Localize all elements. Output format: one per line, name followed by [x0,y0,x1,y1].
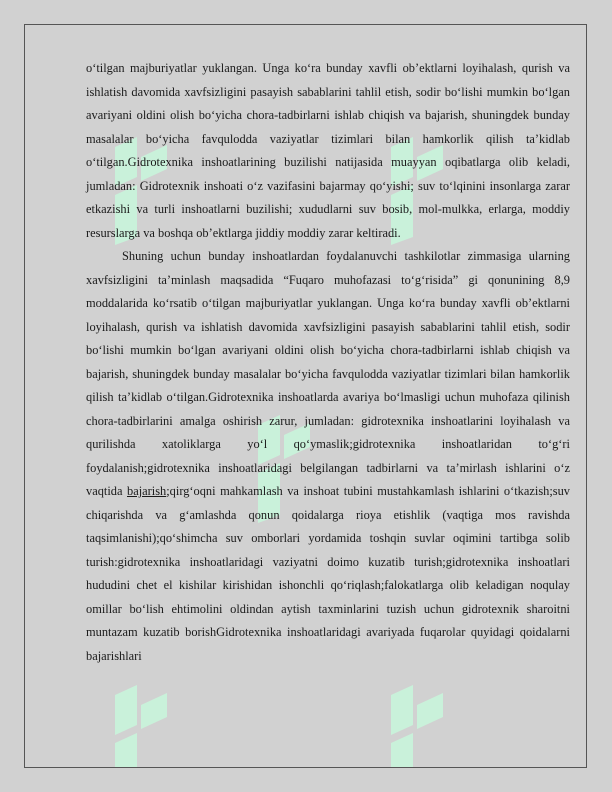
paragraph-2-text-end: ;qirg‘oqni mahkamlash va inshoat tubini mustahkamlash ishlarini o‘tkazish;suv chiqarishda va g‘amlashda qonun qoidalarga rioya etishlik (vaqtiga mos ravishda taqsimlanishi);qo‘shimcha suv omborlari yordamida toshqin suvlar oqimini tartibga solib turish:gidrotexnika inshoatlaridagi vaziyatni doimo kuzatib turish;gidrotexnika inshoatlari hududini chet el kishilar kirishidan ishonchli qo‘riqlash;falokatlarga olib keladigan noqulay omillar bo‘lish ehtimolini oldindan aytish taxminlarini tuzish uchun gidrotexnik sharoitni muntazam kuzatib borishGidrotexnika inshoatlaridagi avariyada fuqarolar quyidagi qoidalarni bajarishlari [86,484,570,663]
document-body [86,57,570,668]
paragraph-1: o‘tilgan majburiyatlar yuklangan. Unga ko‘ra bunday xavfli ob’ektlarni loyihalash, qurish va ishlatish davomida xavfsizligini pasayish sabablarini tahlil etish, sodir bo‘lishi mumkin bo‘lgan avariyani oldini olish bo‘yicha chora-tadbirlarni ishlab chiqish va bajarish, shuningdek bunday masalalar bo‘yicha favqulodda vaziyatlar tizimlari bilan hamkorlik qilish ta’kidlab o‘tilgan.Gidrotexnika inshoatlarining buzilishi natijasida muayyan oqibatlarga olib keladi, jumladan: Gidrotexnik inshoati o‘z vazifasini bajarmay qo‘yishi; suv to‘lqinini insonlarga zarar etkazishi va turli inshoatlarni buzilishi; xududlarni suv bosib, mol-mulkka, erlarga, moddiy resurslarga va boshqa ob’ektlarga jiddiy moddiy zarar keltiradi. [86,61,570,240]
document-page [24,24,587,768]
paragraph-2-text-start: Shuning uchun bunday inshoatlardan foydalanuvchi tashkilotlar zimmasiga ularning xavfsizligini ta’minlash maqsadida “Fuqaro muhofazasi to‘g‘risida” gi qonunining 8,9 moddalarida ko‘rsatib o‘tilgan majburiyatlar yuklangan. Unga ko‘ra bunday xavfli ob’ektlarni loyihalash, qurish va ishlatish davomida xavfsizligini pasayish sabablarini tahlil etish, sodir bo‘lishi mumkin bo‘lgan avariyani oldini olish bo‘yicha chora-tadbirlarni ishlab chiqish va bajarish, shuningdek bunday masalalar bo‘yicha favqulodda vaziyatlar tizimlari bilan hamkorlik qilish ta’kidlab o‘tilgan.Gidrotexnika inshoatlarda avariya bo‘lmasligi uchun muhofaza qilinish chora-tadbirlarini amalga oshirish zarur, jumladan: gidrotexnika inshoatlarini loyihalash va qurilishda xatoliklarga yo‘l qo‘ymaslik;gidrotexnika inshoatlaridan to‘g‘ri foydalanish;gidrotexnika inshoatlaridagi belgilangan tadbirlarni va ta’mirlash ishlarini o‘z vaqtida [86,249,570,498]
underlined-word: bajarish [127,484,167,498]
paragraph-2 [86,245,570,668]
watermark-logo-icon [383,685,447,768]
watermark-logo-icon [107,685,171,768]
